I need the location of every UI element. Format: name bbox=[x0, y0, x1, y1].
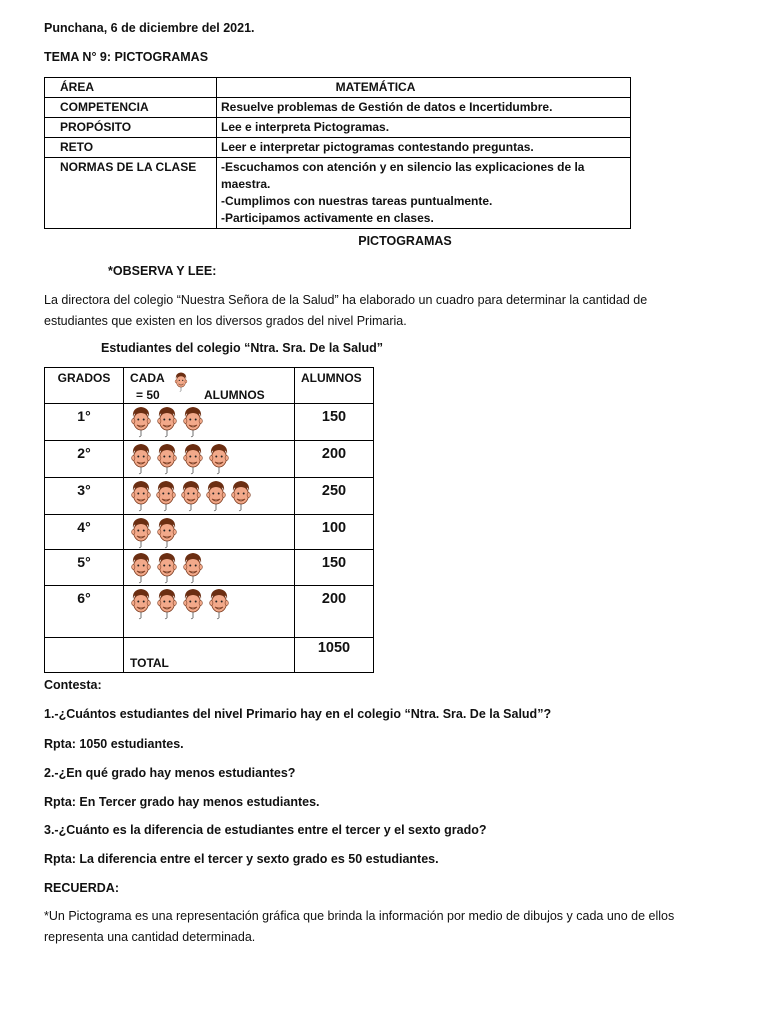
student-count: 100 bbox=[295, 515, 374, 550]
pictogram-row bbox=[45, 441, 374, 478]
student-face-icon bbox=[182, 443, 204, 475]
info-value: Lee e interpreta Pictogramas. bbox=[217, 118, 631, 138]
info-value: Resuelve problemas de Gestión de datos e Incertidumbre. bbox=[217, 98, 631, 118]
student-face-icon bbox=[130, 517, 152, 549]
icon-cell bbox=[124, 404, 295, 441]
chart-title: Estudiantes del colegio “Ntra. Sra. De la Salud” bbox=[101, 341, 384, 355]
equals-label: = 50 bbox=[136, 388, 160, 402]
contesta-label: Contesta: bbox=[44, 678, 102, 692]
student-face-icon bbox=[156, 406, 178, 438]
norma-line: -Escuchamos con atención y en silencio las explicaciones de la maestra. bbox=[221, 160, 585, 191]
date-line: Punchana, 6 de diciembre del 2021. bbox=[44, 21, 255, 35]
grade-label: 3° bbox=[45, 478, 124, 515]
student-face-icon bbox=[174, 371, 188, 393]
pictogram-row bbox=[45, 550, 374, 586]
grade-label: 4° bbox=[45, 515, 124, 550]
info-table bbox=[44, 77, 631, 229]
note-line: representa una cantidad determinada. bbox=[44, 930, 256, 944]
info-value bbox=[217, 158, 631, 229]
intro-line: La directora del colegio “Nuestra Señora de la Salud” ha elaborado un cuadro para determinar la cantidad de bbox=[44, 293, 648, 307]
student-count: 150 bbox=[295, 404, 374, 441]
observa-label: *OBSERVA Y LEE: bbox=[108, 264, 217, 278]
info-row-normas bbox=[45, 158, 631, 229]
student-face-icon bbox=[230, 480, 252, 512]
note-line: *Un Pictograma es una representación gráfica que brinda la información por medio de dibujos y cada uno de ellos bbox=[44, 909, 675, 923]
student-face-icon bbox=[130, 588, 152, 620]
student-face-icon bbox=[156, 588, 178, 620]
pictogram-header-row bbox=[45, 368, 374, 404]
icon-cell bbox=[124, 441, 295, 478]
icon-cell bbox=[124, 586, 295, 638]
norma-line: -Participamos activamente en clases. bbox=[221, 211, 434, 225]
total-value: 1050 bbox=[295, 638, 374, 673]
student-face-icon bbox=[182, 552, 204, 584]
pictogram-row bbox=[45, 404, 374, 441]
info-row-competencia bbox=[45, 98, 631, 118]
student-face-icon bbox=[156, 517, 178, 549]
info-value: Leer e interpretar pictogramas contestando preguntas. bbox=[217, 138, 631, 158]
student-face-icon bbox=[182, 588, 204, 620]
student-face-icon bbox=[130, 443, 152, 475]
alumnos-inline-label: ALUMNOS bbox=[204, 388, 265, 402]
info-label: NORMAS DE LA CLASE bbox=[45, 158, 217, 229]
student-face-icon bbox=[182, 406, 204, 438]
icon-cell bbox=[124, 515, 295, 550]
grade-label: 1° bbox=[45, 404, 124, 441]
cada-label: CADA bbox=[130, 371, 165, 385]
student-count: 150 bbox=[295, 550, 374, 586]
intro-paragraph bbox=[44, 290, 647, 332]
info-row-area bbox=[45, 78, 631, 98]
student-count: 200 bbox=[295, 441, 374, 478]
info-row-proposito bbox=[45, 118, 631, 138]
answer-2: Rpta: En Tercer grado hay menos estudiantes. bbox=[44, 795, 320, 809]
alumnos-header: ALUMNOS bbox=[295, 368, 374, 404]
pictogram-row bbox=[45, 586, 374, 638]
grade-label: 5° bbox=[45, 550, 124, 586]
recuerda-label: RECUERDA: bbox=[44, 881, 119, 895]
grados-header: GRADOS bbox=[45, 368, 124, 404]
pictogram-row bbox=[45, 515, 374, 550]
student-face-icon bbox=[208, 588, 230, 620]
icon-cell bbox=[124, 550, 295, 586]
question-3: 3.-¿Cuánto es la diferencia de estudiantes entre el tercer y el sexto grado? bbox=[44, 823, 487, 837]
info-label: RETO bbox=[45, 138, 217, 158]
total-label: TOTAL bbox=[124, 638, 295, 673]
total-blank-cell bbox=[45, 638, 124, 673]
student-count: 250 bbox=[295, 478, 374, 515]
pictogram-table bbox=[44, 367, 374, 673]
total-row bbox=[45, 638, 374, 673]
grade-label: 2° bbox=[45, 441, 124, 478]
student-face-icon bbox=[156, 443, 178, 475]
info-value: MATEMÁTICA bbox=[217, 78, 631, 98]
cada-header bbox=[124, 368, 295, 404]
info-label: PROPÓSITO bbox=[45, 118, 217, 138]
student-face-icon bbox=[156, 552, 178, 584]
note-paragraph bbox=[44, 906, 674, 948]
info-label: ÁREA bbox=[45, 78, 217, 98]
norma-line: -Cumplimos con nuestras tareas puntualmente. bbox=[221, 194, 493, 208]
student-face-icon bbox=[130, 406, 152, 438]
student-face-icon bbox=[180, 480, 202, 512]
pictogram-row bbox=[45, 478, 374, 515]
student-count: 200 bbox=[295, 586, 374, 638]
grade-label: 6° bbox=[45, 586, 124, 638]
student-face-icon bbox=[208, 443, 230, 475]
answer-3: Rpta: La diferencia entre el tercer y sexto grado es 50 estudiantes. bbox=[44, 852, 439, 866]
student-face-icon bbox=[130, 552, 152, 584]
question-1: 1.-¿Cuántos estudiantes del nivel Primario hay en el colegio “Ntra. Sra. De la Salud”? bbox=[44, 707, 552, 721]
answer-1: Rpta: 1050 estudiantes. bbox=[44, 737, 184, 751]
student-face-icon bbox=[155, 480, 177, 512]
intro-line: estudiantes que existen en los diversos grados del nivel Primaria. bbox=[44, 314, 407, 328]
section-title: PICTOGRAMAS bbox=[358, 234, 452, 248]
tema-title: TEMA N° 9: PICTOGRAMAS bbox=[44, 50, 209, 64]
question-2: 2.-¿En qué grado hay menos estudiantes? bbox=[44, 766, 296, 780]
student-face-icon bbox=[205, 480, 227, 512]
info-label: COMPETENCIA bbox=[45, 98, 217, 118]
icon-cell bbox=[124, 478, 295, 515]
student-face-icon bbox=[130, 480, 152, 512]
info-row-reto bbox=[45, 138, 631, 158]
